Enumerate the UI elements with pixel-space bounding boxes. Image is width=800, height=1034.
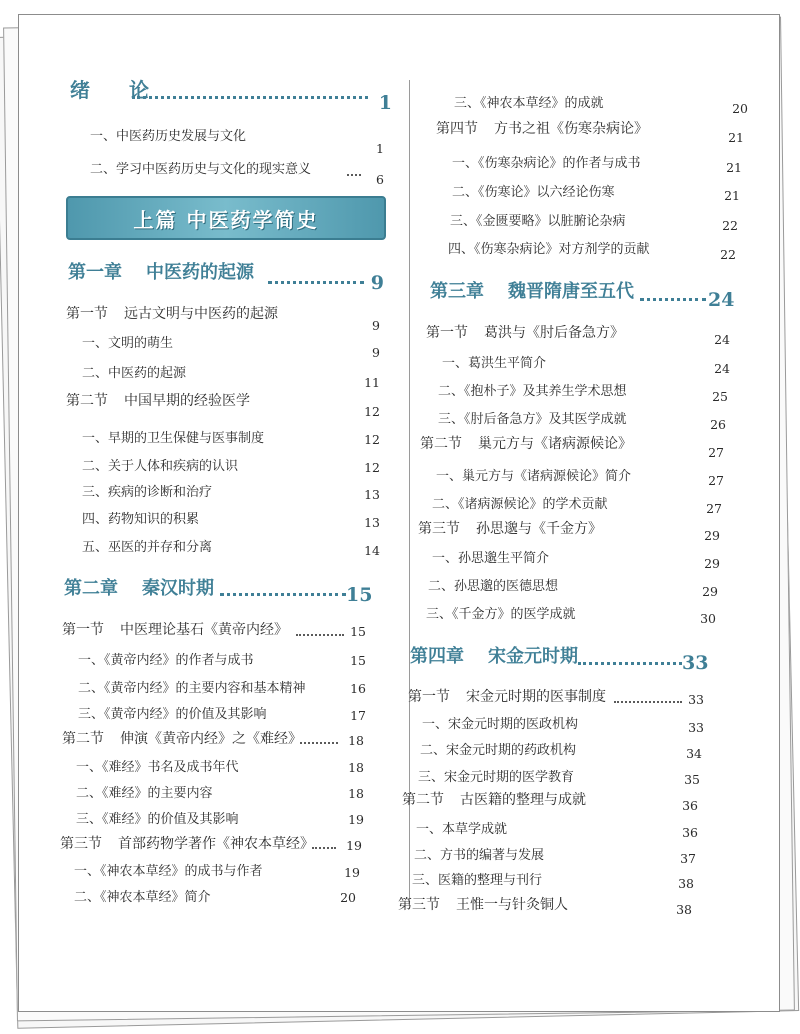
toc-item-page: 24 [714,361,730,376]
section-heading[interactable] [66,390,250,410]
toc-item-page: 12 [364,460,380,475]
chapter-number: 第四章 [410,646,464,667]
toc-item[interactable]: 三、《肘后备急方》及其医学成就 [438,412,627,427]
toc-item-page: 22 [720,247,736,262]
section-heading[interactable] [426,322,624,342]
section-heading[interactable] [66,303,278,323]
toc-item[interactable]: 一、早期的卫生保健与医事制度 [82,431,265,446]
toc-item-page: 36 [682,825,698,840]
intro-title: 绪 论 [70,78,165,102]
toc-item[interactable]: 三、《千金方》的医学成就 [426,607,576,622]
toc-item[interactable]: 一、孙思邈生平简介 [432,551,550,566]
section-heading[interactable] [62,728,302,748]
toc-item-page: 27 [706,501,722,516]
toc-item-page: 11 [364,375,380,390]
section-number: 第三节 [418,521,460,537]
section-number: 第二节 [62,731,104,747]
section-number: 第二节 [420,436,462,452]
toc-item[interactable]: 二、中医药的起源 [82,366,187,381]
section-page: 38 [676,902,692,917]
section-page: 12 [364,404,380,419]
toc-item-page: 30 [700,611,716,626]
toc-item[interactable]: 一、葛洪生平简介 [442,356,547,371]
section-number: 第二节 [66,393,108,409]
section-number: 第一节 [62,622,104,638]
toc-item-page: 33 [688,720,704,735]
section-page: 24 [714,332,730,347]
section-title: 古医籍的整理与成就 [460,792,586,808]
toc-item-page: 13 [364,515,380,530]
part-banner: 上篇 中医药学简史 [66,196,386,240]
dot-leader [347,174,361,176]
toc-item[interactable]: 二、《诸病源候论》的学术贡献 [432,497,608,512]
chapter-number: 第一章 [68,262,122,283]
section-title: 巢元方与《诸病源候论》 [478,436,632,452]
toc-item-page: 16 [350,681,366,696]
dot-leader [220,593,346,596]
toc-item-page: 18 [348,786,364,801]
toc-item[interactable]: 一、宋金元时期的医政机构 [422,717,579,732]
section-title: 中医理论基石《黄帝内经》 [120,622,288,638]
toc-item-page: 21 [724,188,740,203]
toc-item[interactable]: 三、《难经》的价值及其影响 [76,812,239,827]
toc-item[interactable]: 一、《伤寒杂病论》的作者与成书 [452,156,641,171]
section-page: 19 [346,838,362,853]
dot-leader [640,298,706,301]
toc-item-page: 29 [704,556,720,571]
toc-item-page: 35 [684,772,700,787]
toc-item[interactable]: 一、《神农本草经》的成书与作者 [74,864,263,879]
chapter-title: 中医药的起源 [146,262,254,283]
section-number: 第一节 [66,306,108,322]
toc-item-page: 13 [364,487,380,502]
toc-item-page: 22 [722,218,738,233]
toc-item[interactable]: 五、巫医的并存和分离 [82,540,213,555]
section-number: 第三节 [398,897,440,913]
toc-item-page: 27 [708,473,724,488]
dot-leader [312,847,336,849]
toc-item-page: 38 [678,876,694,891]
toc-item[interactable]: 三、《黄帝内经》的价值及其影响 [78,707,267,722]
toc-item[interactable]: 一、巢元方与《诸病源候论》简介 [436,469,632,484]
section-heading[interactable] [60,833,314,853]
chapter-heading[interactable] [410,642,578,668]
section-heading[interactable] [418,518,602,538]
chapter-page-number: 15 [346,584,373,606]
dot-leader [296,634,344,636]
section-page: 18 [348,733,364,748]
section-title: 首部药物学著作《神农本草经》 [118,836,314,852]
toc-item[interactable]: 三、疾病的诊断和治疗 [82,485,213,500]
toc-item[interactable]: 一、《黄帝内经》的作者与成书 [78,653,254,668]
section-number: 第三节 [60,836,102,852]
dot-leader [268,281,364,284]
toc-item-page: 37 [680,851,696,866]
section-page: 9 [372,318,380,333]
chapter-title: 宋金元时期 [488,646,578,667]
toc-item-page: 20 [340,890,356,905]
toc-item-page: 12 [364,432,380,447]
toc-item-page: 17 [350,708,366,723]
section-title: 方书之祖《伤寒杂病论》 [494,121,648,137]
chapter-page-number: 33 [682,652,709,674]
section-title: 伸演《黄帝内经》之《难经》 [120,731,302,747]
section-heading[interactable] [402,789,586,809]
toc-item-page: 26 [710,417,726,432]
toc-item[interactable]: 一、文明的萌生 [82,336,174,351]
chapter-title: 秦汉时期 [142,578,214,599]
section-number: 第二节 [402,792,444,808]
toc-item[interactable]: 二、《神农本草经》简介 [74,890,211,905]
toc-item[interactable]: 二、关于人体和疾病的认识 [82,459,239,474]
toc-item[interactable]: 一、《难经》书名及成书年代 [76,760,239,775]
toc-item[interactable]: 二、《抱朴子》及其养生学术思想 [438,384,627,399]
section-title: 中国早期的经验医学 [124,393,250,409]
section-heading[interactable] [420,433,632,453]
intro-item-page: 1 [376,141,384,156]
toc-item-page: 19 [344,865,360,880]
toc-item-page: 15 [350,653,366,668]
section-title: 葛洪与《肘后备急方》 [484,325,624,341]
toc-item-page: 18 [348,760,364,775]
toc-item[interactable]: 二、《难经》的主要内容 [76,786,213,801]
section-page: 33 [688,692,704,707]
toc-item[interactable]: 三、《金匮要略》以脏腑论杂病 [450,214,626,229]
section-page: 36 [682,798,698,813]
chapter-heading[interactable] [64,574,214,600]
section-title: 王惟一与针灸铜人 [456,897,568,913]
chapter-number: 第三章 [430,281,484,302]
toc-item[interactable]: 一、本草学成就 [416,822,508,837]
chapter-page-number: 9 [370,272,384,294]
dot-leader [132,96,368,99]
section-title: 孙思邈与《千金方》 [476,521,602,537]
toc-item-page: 20 [732,101,748,116]
toc-item-page: 19 [348,812,364,827]
dot-leader [578,662,682,665]
toc-item-page: 34 [686,746,702,761]
intro-item: 一、中医药历史发展与文化 [90,129,247,144]
section-number: 第一节 [426,325,468,341]
toc-item[interactable]: 四、药物知识的积累 [82,512,200,527]
chapter-heading[interactable] [68,258,254,284]
chapter-page-number: 24 [708,289,735,311]
section-page: 15 [350,624,366,639]
toc-item[interactable]: 二、《伤寒论》以六经论伤寒 [452,185,615,200]
toc-item[interactable]: 二、宋金元时期的药政机构 [420,743,577,758]
toc-item-page: 14 [364,543,380,558]
section-page: 21 [728,130,744,145]
chapter-title: 魏晋隋唐至五代 [508,281,634,302]
section-heading[interactable] [436,118,648,138]
toc-item[interactable]: 四、《伤寒杂病论》对方剂学的贡献 [448,242,650,257]
toc-item[interactable]: 二、方书的编著与发展 [414,848,545,863]
section-page: 27 [708,445,724,460]
dot-leader [614,701,682,703]
toc-item-page: 9 [372,345,380,360]
section-title: 宋金元时期的医事制度 [466,689,606,705]
dot-leader [300,742,338,744]
section-heading[interactable] [398,894,568,914]
section-number: 第一节 [408,689,450,705]
toc-item-page: 25 [712,389,728,404]
chapter-heading[interactable] [430,277,634,303]
section-page: 29 [704,528,720,543]
toc-item-page: 29 [702,584,718,599]
intro-page-number: 1 [378,92,392,114]
toc-item-page: 21 [726,160,742,175]
section-number: 第四节 [436,121,478,137]
column-divider [409,80,410,906]
section-heading[interactable] [62,619,288,639]
section-heading[interactable] [408,686,606,706]
intro-item: 二、学习中医药历史与文化的现实意义 [90,162,312,177]
toc-item[interactable]: 三、宋金元时期的医学教育 [418,770,575,785]
section-title: 远古文明与中医药的起源 [124,306,278,322]
toc-item[interactable]: 二、《黄帝内经》的主要内容和基本精神 [78,681,306,696]
chapter-number: 第二章 [64,578,118,599]
toc-item[interactable]: 三、《神农本草经》的成就 [454,96,604,111]
intro-item-page: 6 [376,172,384,187]
toc-item[interactable]: 二、孙思邈的医德思想 [428,579,559,594]
toc-item[interactable]: 三、医籍的整理与刊行 [412,873,543,888]
